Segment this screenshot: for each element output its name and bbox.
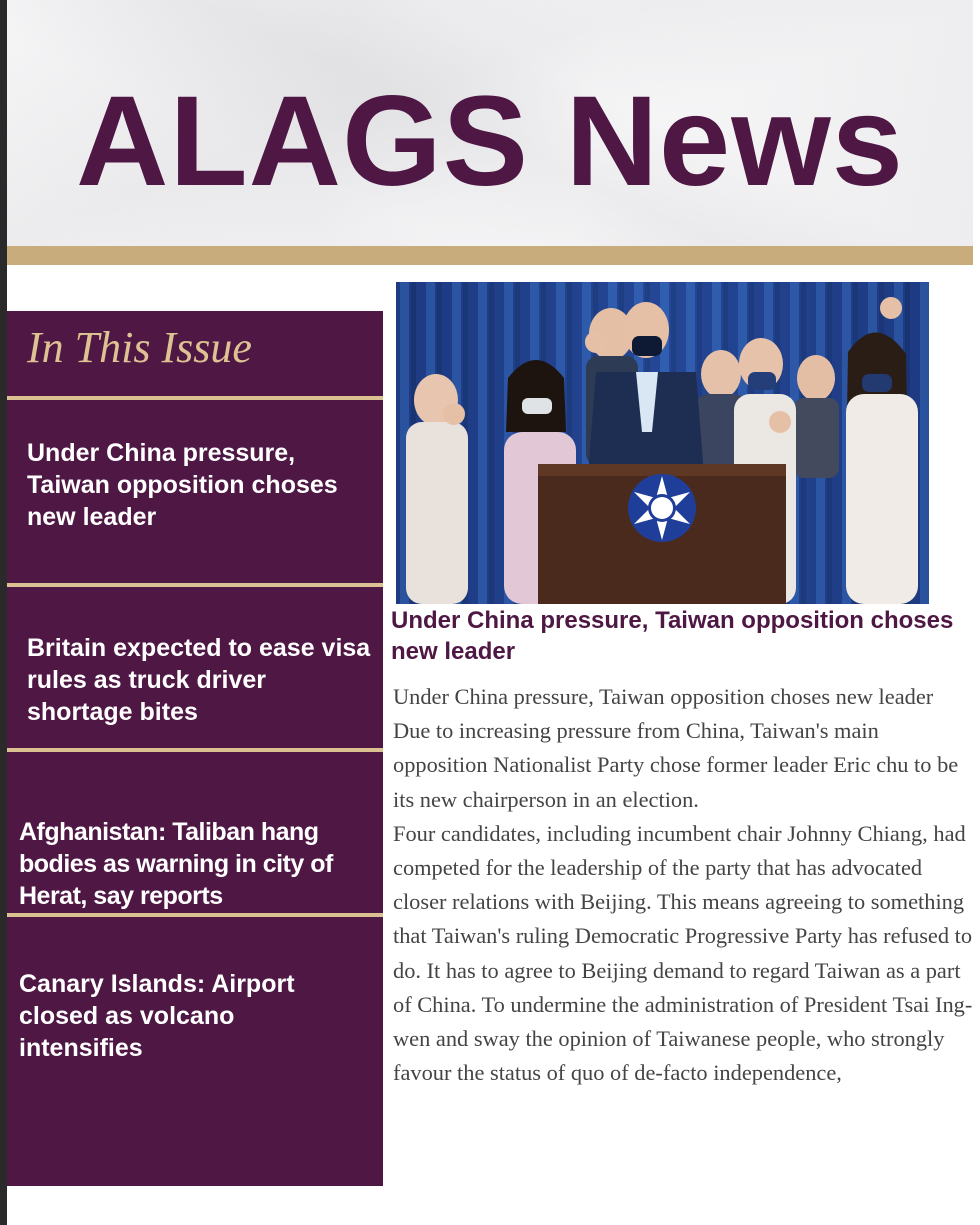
article-body <box>393 680 973 1090</box>
sidebar-item-britain[interactable]: Britain expected to ease visa rules as truck driver shortage bites <box>27 634 371 726</box>
newsletter-title: ALAGS News <box>76 70 904 213</box>
page-edge <box>0 0 7 1225</box>
sidebar-heading: In This Issue <box>27 323 252 372</box>
sidebar-item-afghanistan[interactable]: Afghanistan: Taliban hang bodies as warning in city of Herat, say reports <box>19 818 333 910</box>
masthead <box>7 0 973 246</box>
press-conference-photo <box>396 282 929 604</box>
article-paragraph: Under China pressure, Taiwan opposition choses new leader <box>393 684 934 709</box>
sidebar-item-taiwan[interactable]: Under China pressure, Taiwan opposition choses new leader <box>27 439 338 531</box>
sidebar-divider <box>7 396 383 400</box>
masthead-divider <box>7 246 973 265</box>
in-this-issue-sidebar <box>7 311 383 1186</box>
sidebar-divider <box>7 583 383 587</box>
article-paragraph: Due to increasing pressure from China, Taiwan's main opposition Nationalist Party chose former leader Eric chu to be its new chairperson in an election. <box>393 718 959 812</box>
sidebar-divider <box>7 913 383 917</box>
article-headline: Under China pressure, Taiwan opposition choses new leader <box>391 607 954 665</box>
sidebar-item-canary-islands[interactable]: Canary Islands: Airport closed as volcano intensifies <box>19 970 295 1062</box>
sidebar-divider <box>7 748 383 752</box>
article-paragraph: Four candidates, including incumbent chair Johnny Chiang, had competed for the leadership of the party that has advocated closer relations with Beijing. This means agreeing to something that Taiwan's ruling Democratic Progressive Party has refused to do. It has to agree to Beijing demand to regard Taiwan as a part of China. To undermine the administration of President Tsai Ing-wen and sway the opinion of Taiwanese people, who strongly favour the status of quo of de-facto independence, <box>393 820 973 1086</box>
